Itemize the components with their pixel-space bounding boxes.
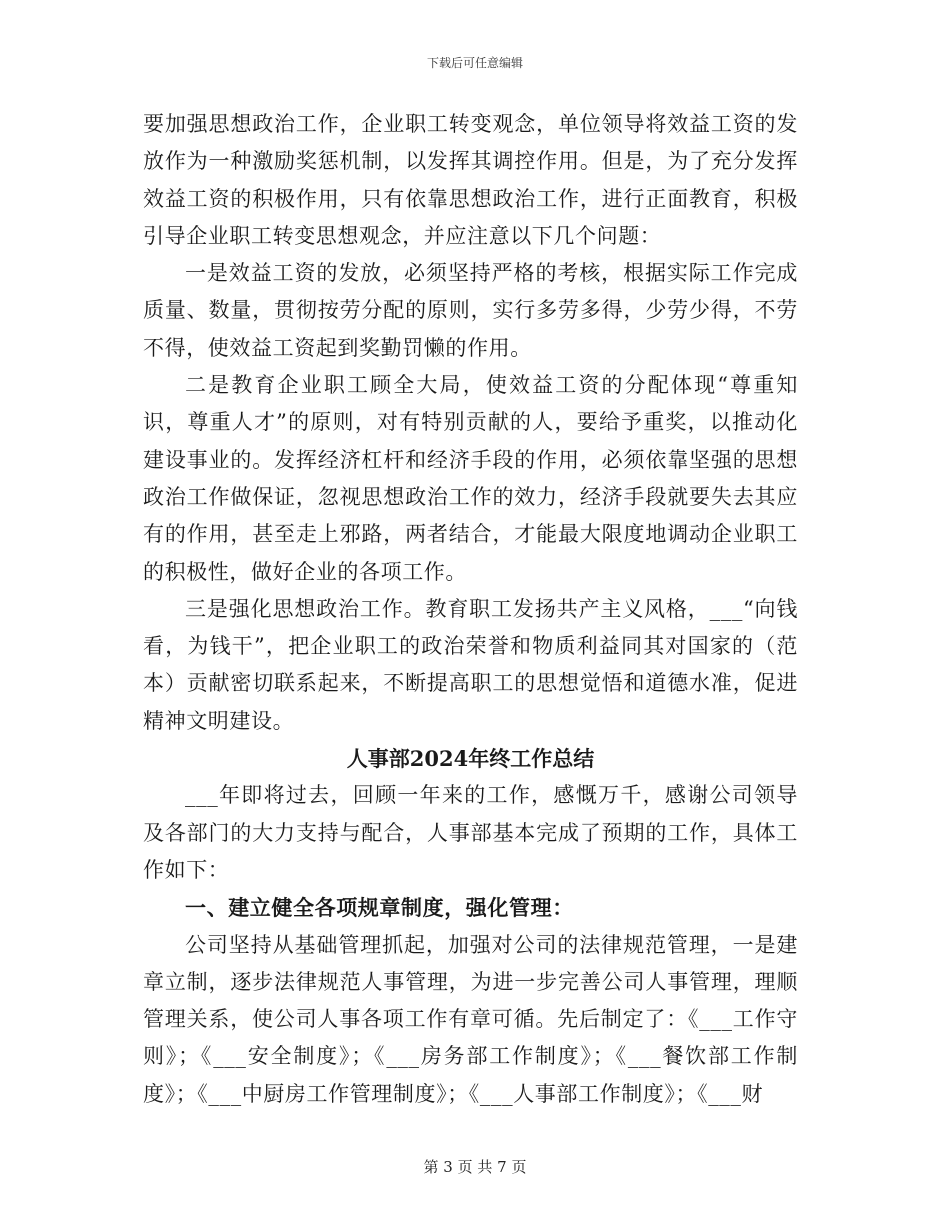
paragraph-4: 三是强化思想政治工作。教育职工发扬共产主义风格，___“向钱看，为钱干”，把企业职工的政治荣誉和物质利益同其对国家的（范本）贡献密切联系起来，不断提高职工的思想觉悟和道德水准，促进精神文明建设。 [143, 596, 798, 733]
document-body [143, 106, 798, 1113]
page-header: 下载后可任意编辑 [426, 56, 523, 70]
section-heading-1: 一、建立健全各项规章制度，强化管理： [185, 895, 574, 921]
paragraph-3: 二是教育企业职工顾全大局，使效益工资的分配体现“尊重知识，尊重人才”的原则，对有特别贡献的人，要给予重奖，以推动化建设事业的。发挥经济杠杆和经济手段的作用，必须依靠坚强的思想政治工作做保证，忽视思想政治工作的效力，经济手段就要失去其应有的作用，甚至走上邪路，两者结合，才能最大限度地调动企业职工的积极性，做好企业的各项工作。 [143, 373, 798, 584]
paragraph-5: ___年即将过去，回顾一年来的工作，感慨万千，感谢公司领导及各部门的大力支持与配合，人事部基本完成了预期的工作，具体工作如下： [143, 783, 798, 882]
paragraph-1: 要加强思想政治工作，企业职工转变观念，单位领导将效益工资的发放作为一种激励奖惩机制，以发挥其调控作用。但是，为了充分发挥效益工资的积极作用，只有依靠思想政治工作，进行正面教育，积极引导企业职工转变思想观念，并应注意以下几个问题： [143, 112, 798, 248]
page-footer: 第 3 页 共 7 页 [423, 1158, 527, 1176]
paragraph-6: 公司坚持从基础管理抓起，加强对公司的法律规范管理，一是建章立制，逐步法律规范人事管理，为进一步完善公司人事管理，理顺管理关系，使公司人事各项工作有章可循。先后制定了：《___工作守则》；《___安全制度》；《___房务部工作制度》；《___餐饮部工作制度》；《___中厨房工作管理制度》；《___人事部工作制度》；《___财 [143, 932, 798, 1106]
paragraph-2: 一是效益工资的发放，必须坚持严格的考核，根据实际工作完成质量、数量，贯彻按劳分配的原则，实行多劳多得，少劳少得，不劳不得，使效益工资起到奖勤罚懒的作用。 [143, 261, 798, 360]
section-title: 人事部2024年终工作总结 [346, 746, 595, 772]
